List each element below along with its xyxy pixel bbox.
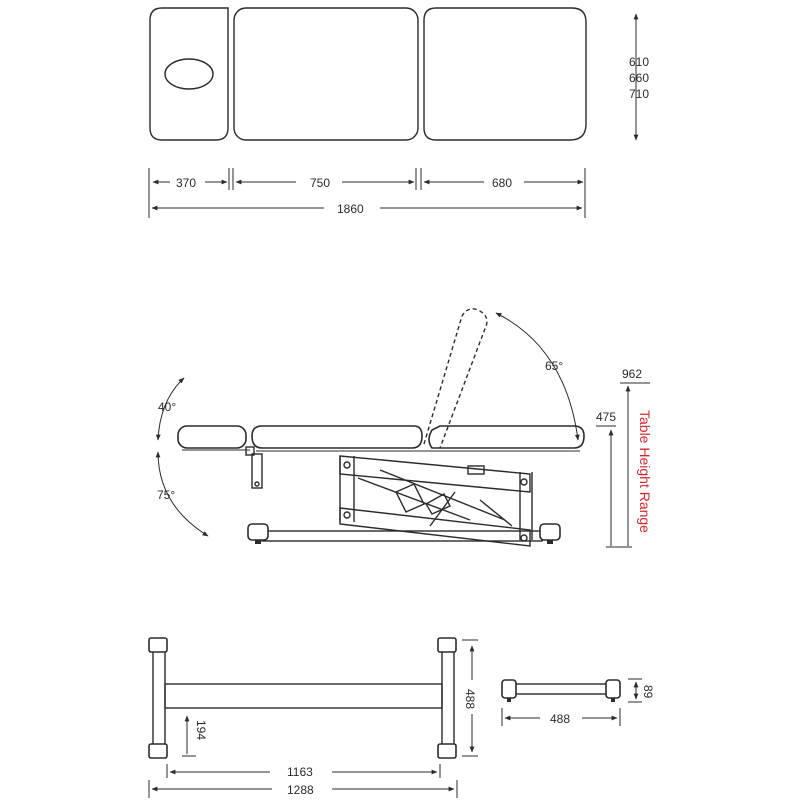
side-leg-section [429,426,584,448]
side-base-beam [262,531,542,541]
table-height-range-label: Table Height Range [637,410,653,533]
base-width-488: 488 [463,689,477,710]
dim-1163: 1163 [287,765,313,779]
face-hole [165,59,213,89]
head-section [150,8,228,140]
angle-40: 40° [158,400,177,414]
lift-mechanism [340,456,532,546]
dim-750: 750 [310,176,331,190]
base-view [149,638,655,798]
side-back-section [252,426,422,448]
end-height-89: 89 [641,685,655,699]
angle-75: 75° [157,488,176,502]
width-660: 660 [629,71,650,85]
head-support-bar [252,454,262,488]
side-view [157,309,653,547]
dim-370: 370 [176,176,197,190]
dim-1288: 1288 [287,783,314,797]
height-475: 475 [596,410,617,424]
leg-section [424,8,586,140]
height-962: 962 [622,367,643,381]
width-610: 610 [629,55,650,69]
left-caster [248,524,268,540]
top-view [149,8,649,218]
dim-1860: 1860 [337,202,364,216]
end-width-488: 488 [550,712,571,726]
end-view [502,679,655,726]
foot-194: 194 [194,720,208,741]
base-left-post [153,648,165,746]
side-headrest [178,426,246,448]
angle-65: 65° [545,359,564,373]
right-caster [540,524,560,540]
base-right-post [442,648,454,746]
width-710: 710 [629,87,650,101]
dim-680: 680 [492,176,513,190]
back-section [234,8,418,140]
base-crossbar [165,684,442,708]
